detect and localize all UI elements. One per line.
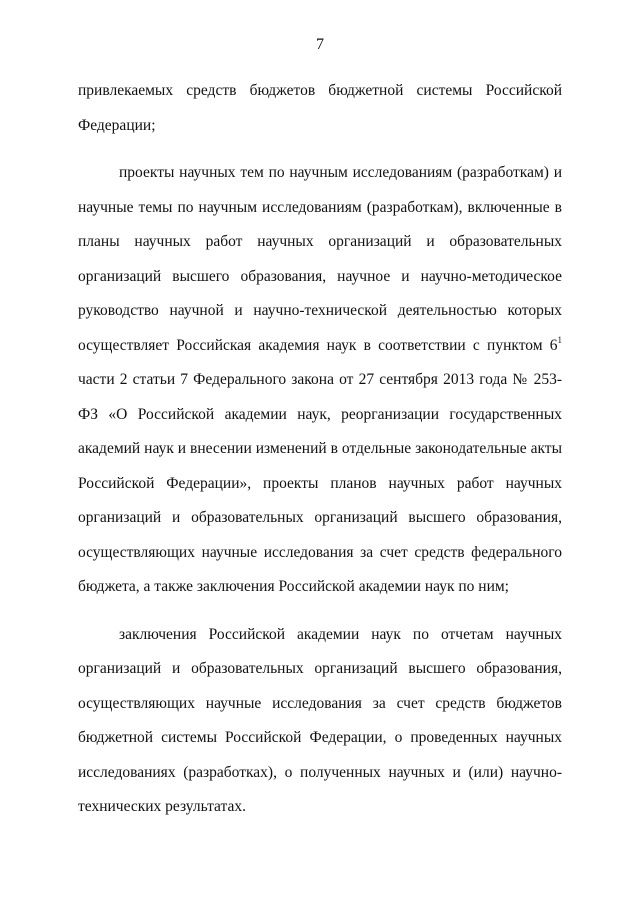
paragraph-continuation: привлекаемых средств бюджетов бюджетной системы Российской Федерации; xyxy=(78,82,562,134)
paragraph-academy-conclusions: заключения Российской академии наук по отчетам научных организаций и образовательных организаций высшего образования, осуществляющих научные исследования за счет средств бюджетов бюджетной системы Российской Федерации, о проведенных научных исследованиях (разработках), о полученных научных и (или) научно-технических результатах. xyxy=(78,625,562,815)
footnote-superscript: 1 xyxy=(557,334,562,345)
paragraph-research-topics xyxy=(78,156,562,605)
page-number: 7 xyxy=(316,36,324,53)
paragraph-text: части 2 статьи 7 Федерального закона от 27 сентября 2013 года № 253-ФЗ «О Российской академии наук, реорганизации государственных академий наук и внесении изменений в отдельные законодательные акты Российской Федерации», проекты планов научных работ научных организаций и образовательных организаций высшего образования, осуществляющих научные исследования за счет средств федерального бюджета, а также заключения Российской академии наук по ним; xyxy=(78,371,562,595)
document-body xyxy=(78,74,562,825)
paragraph-text: проекты научных тем по научным исследованиям (разработкам) и научные темы по научным исследованиям (разработкам), включенные в планы научных работ научных организаций и образовательных организаций высшего образования, научное и научно-методическое руководство научной и научно-технической деятельностью которых осуществляет Российская академия наук в соответствии с пунктом 6 xyxy=(78,164,562,354)
